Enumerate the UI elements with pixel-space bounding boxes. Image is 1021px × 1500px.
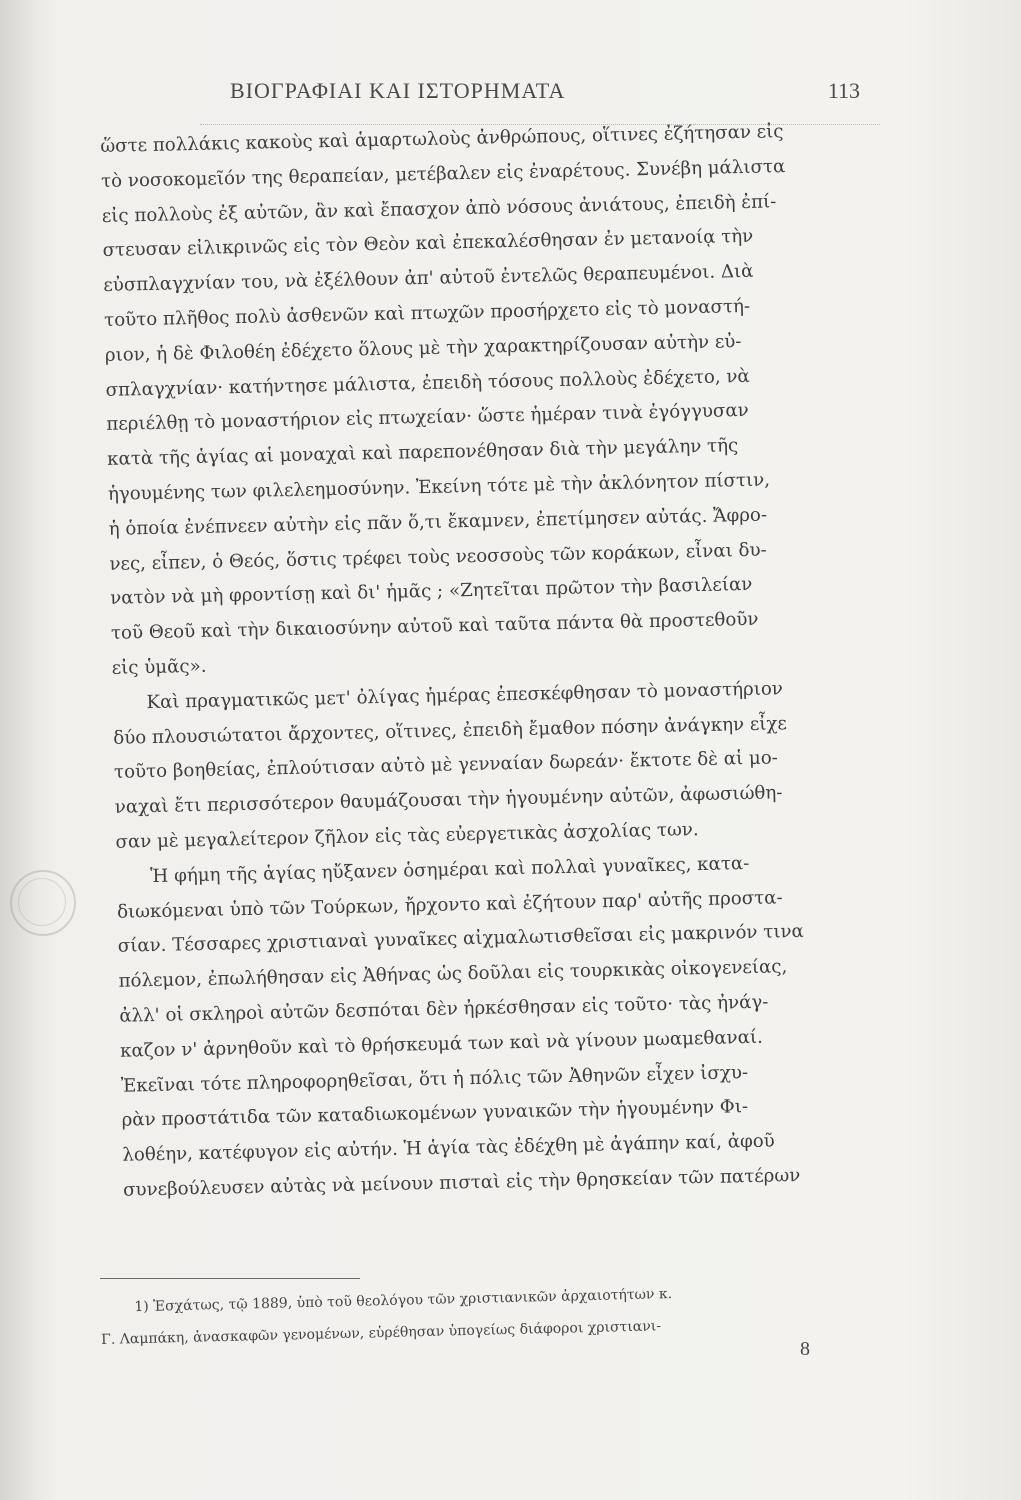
text-line: ὥστε πολλάκις κακοὺς καὶ ἁμαρτωλοὺς ἀνθρώπους, οἵτινες ἐζήτησαν εἰς: [100, 121, 784, 157]
text-line: ἀλλ' οἱ σκληροὶ αὐτῶν δεσπόται δὲν ἠρκέσθησαν εἰς τοῦτο· τὰς ἠνάγ-: [119, 991, 769, 1027]
library-stamp-inner: [18, 878, 66, 926]
paragraph-start-line: Ἡ φήμη τῆς ἁγίας ηὔξανεν ὁσημέραι καὶ πολλαὶ γυναῖκες, κατα-: [150, 852, 750, 887]
text-line: σπλαγχνίαν· κατήντησε μάλιστα, ἐπειδὴ τόσους πολλοὺς ἐδέχετο, νὰ: [105, 365, 750, 401]
text-line: δύο πλουσιώτατοι ἄρχοντες, οἵτινες, ἐπειδὴ ἔμαθον πόσην ἀνάγκην εἶχε: [113, 712, 788, 749]
footnote-line: 1) Ἐσχάτως, τῷ 1889, ὑπὸ τοῦ θεολόγου τῶν χριστιανικῶν ἀρχαιοτήτων κ.: [134, 1286, 673, 1316]
text-line: εὐσπλαγχνίαν του, νὰ ἐξέλθουν ἀπ' αὐτοῦ ἐντελῶς θεραπευμένοι. Διὰ: [103, 260, 754, 297]
text-line: τὸ νοσοκομεῖόν της θεραπείαν, μετέβαλεν εἰς ἐναρέτους. Συνέβη μάλιστα: [100, 155, 786, 192]
text-line: ἡγουμένης των φιλελεημοσύνην. Ἐκείνη τότε μὲ τὴν ἀκλόνητον πίστιν,: [107, 469, 771, 505]
text-line: εἰς πολλοὺς ἐξ αὐτῶν, ἂν καὶ ἔπασχον ἀπὸ νόσους ἀνιάτους, ἐπειδὴ ἐπί-: [101, 190, 777, 227]
text-line: καζον ν' ἀρνηθοῦν καὶ τὸ θρήσκευμά των καὶ νὰ γίνουν μωαμεθαναί.: [119, 1026, 764, 1062]
text-line: σίαν. Τέσσαρες χριστιαναὶ γυναῖκες αἰχμαλωτισθεῖσαι εἰς μακρινόν τινα: [117, 921, 805, 958]
text-line: λοθέην, κατέφυγον εἰς αὐτήν. Ἡ ἁγία τὰς ἐδέχθη μὲ ἀγάπην καί, ἀφοῦ: [122, 1130, 775, 1166]
body-text: [100, 113, 918, 1209]
text-line: τοῦτο πλῆθος πολὺ ἀσθενῶν καὶ πτωχῶν προσήρχετο εἰς τὸ μοναστή-: [103, 295, 751, 331]
page-header: [200, 78, 860, 108]
paragraph-start-line: Καὶ πραγματικῶς μετ' ὀλίγας ἡμέρας ἐπεσκέφθησαν τὸ μοναστήριον: [146, 677, 784, 713]
footnote: [100, 1272, 901, 1356]
text-line: πόλεμον, ἐπωλήθησαν εἰς Ἀθήνας ὡς δοῦλαι εἰς τουρκικὰς οἰκογενείας,: [118, 956, 788, 992]
text-line: ναχαὶ ἔτι περισσότερον θαυμάζουσαι τὴν ἡγουμένην αὐτῶν, ἀφωσιώθη-: [114, 782, 783, 818]
text-line: νατὸν νὰ μὴ φροντίσῃ καὶ δι' ἡμᾶς ; «Ζητεῖται πρῶτον τὴν βασιλείαν: [109, 574, 753, 610]
footnote-divider: [100, 1278, 360, 1279]
binding-shadow: [0, 0, 40, 1500]
footnote-line: Γ. Λαμπάκη, ἀνασκαφῶν γενομένων, εὑρέθησαν ὑπογείως διάφοροι χριστιανι-: [100, 1318, 662, 1348]
text-line: νες, εἶπεν, ὁ Θεός, ὅστις τρέφει τοὺς νεοσσοὺς τῶν κοράκων, εἶναι δυ-: [109, 539, 767, 575]
text-line: κατὰ τῆς ἁγίας αἱ μοναχαὶ καὶ παρεπονέθησαν διὰ τὴν μεγάλην τῆς: [106, 435, 739, 471]
text-line: τοῦτο βοηθείας, ἐπλούτισαν αὐτὸ μὲ γενναίαν δωρεάν· ἔκτοτε δὲ αἱ μο-: [113, 747, 779, 784]
text-line: Ἐκεῖναι τότε πληροφορηθεῖσαι, ὅτι ἡ πόλις τῶν Ἀθηνῶν εἶχεν ἰσχυ-: [120, 1061, 749, 1097]
text-line: τοῦ Θεοῦ καὶ τὴν δικαιοσύνην αὐτοῦ καὶ ταῦτα πάντα θὰ προστεθοῦν: [110, 608, 759, 645]
text-line: στευσαν εἰλικρινῶς εἰς τὸν Θεὸν καὶ ἐπεκαλέσθησαν ἐν μετανοίᾳ τὴν: [102, 226, 754, 262]
text-line: ριον, ἡ δὲ Φιλοθέη ἐδέχετο ὅλους μὲ τὴν χαρακτηρίζουσαν αὐτὴν εὐ-: [104, 330, 742, 366]
text-line: συνεβούλευσεν αὐτὰς νὰ μείνουν πισταὶ εἰς τὴν θρησκείαν τῶν πατέρων: [122, 1164, 801, 1201]
text-line: περιέλθῃ τὸ μοναστήριον εἰς πτωχείαν· ὥστε ἡμέραν τινὰ ἐγόγγυσαν: [106, 400, 749, 436]
text-line: σαν μὲ μεγαλείτερον ζῆλον εἰς τὰς εὐεργετικὰς ἀσχολίας των.: [115, 819, 699, 853]
running-title: ΒΙΟΓΡΑΦΙΑΙ ΚΑΙ ΙΣΤΟΡΗΜΑΤΑ: [230, 78, 566, 103]
signature-mark: 8: [800, 1338, 810, 1360]
page-number: 113: [827, 78, 860, 103]
text-line: ρὰν προστάτιδα τῶν καταδιωκομένων γυναικῶν τὴν ἡγουμένην Φι-: [121, 1096, 749, 1132]
text-line: εἰς ὑμᾶς».: [111, 655, 207, 679]
text-line: διωκόμεναι ὑπὸ τῶν Τούρκων, ἤρχοντο καὶ ἐζήτουν παρ' αὐτῆς προστα-: [116, 886, 783, 923]
text-line: ἡ ὁποία ἐνέπνεεν αὐτὴν εἰς πᾶν ὅ,τι ἔκαμνεν, ἐπετίμησεν αὐτάς. Ἄφρο-: [108, 504, 768, 540]
